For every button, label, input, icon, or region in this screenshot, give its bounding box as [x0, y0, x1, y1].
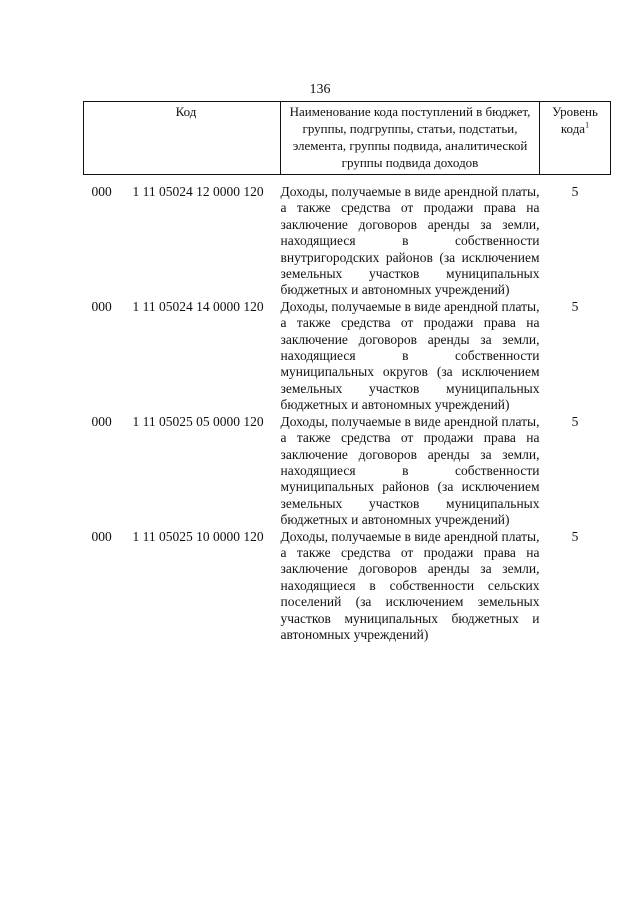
revenue-code: 1 11 05024 14 0000 120: [132, 298, 264, 314]
page-number: 136: [309, 82, 331, 97]
code-level: 5: [571, 184, 579, 199]
table-row: [84, 184, 611, 299]
revenue-code: 1 11 05025 05 0000 120: [132, 413, 264, 429]
code-level: 5: [571, 298, 579, 314]
revenue-code: 1 11 05025 10 0000 120: [132, 528, 264, 544]
table-row: [84, 299, 611, 414]
revenue-code: 1 11 05024 12 0000 120: [132, 184, 264, 199]
header-level: [540, 102, 611, 175]
table-row: [84, 414, 611, 529]
admin-code: 000: [91, 528, 112, 544]
code-level: 5: [571, 413, 579, 429]
code-cell: [84, 184, 281, 299]
admin-code: 000: [91, 298, 112, 314]
header-name: Наименование кода поступлений в бюджет, группы, подгруппы, статьи, подстатьи, элемента, группы подвида, аналитической группы подвида доходов: [281, 102, 540, 175]
code-cell: [84, 529, 281, 644]
table-row: [84, 529, 611, 644]
code-cell: [84, 414, 281, 529]
revenue-name: Доходы, получаемые в виде арендной платы, а также средства от продажи права на заключение договоров аренды за земли, находящиеся в собственности муниципальных округов (за исключением земельных участков муниципальных бюджетных и автономных учреждений): [280, 298, 540, 413]
table-header-row: [84, 102, 611, 175]
header-code: [84, 102, 281, 175]
code-level: 5: [571, 528, 579, 544]
header-level-footnote: 1: [585, 120, 590, 130]
header-level-label: Уровень кода: [552, 104, 598, 136]
revenue-name: Доходы, получаемые в виде арендной платы, а также средства от продажи права на заключение договоров аренды за земли, находящиеся в собственности муниципальных районов (за исключением земельных участков муниципальных бюджетных и автономных учреждений): [280, 413, 540, 528]
revenue-code-table: [83, 101, 611, 643]
admin-code: 000: [91, 413, 112, 429]
code-cell: [84, 299, 281, 414]
header-code-label: Код: [175, 104, 197, 119]
revenue-name: Доходы, получаемые в виде арендной платы, а также средства от продажи права на заключение договоров аренды за земли, находящиеся в собственности внутригородских районов (за исключением земельных участков муниципальных бюджетных и автономных учреждений): [280, 184, 540, 298]
revenue-name: Доходы, получаемые в виде арендной платы, а также средства от продажи права на заключение договоров аренды за земли, находящиеся в собственности сельских поселений (за исключением земельных участков муниципальных бюджетных и автономных учреждений): [280, 528, 540, 642]
admin-code: 000: [91, 184, 112, 199]
